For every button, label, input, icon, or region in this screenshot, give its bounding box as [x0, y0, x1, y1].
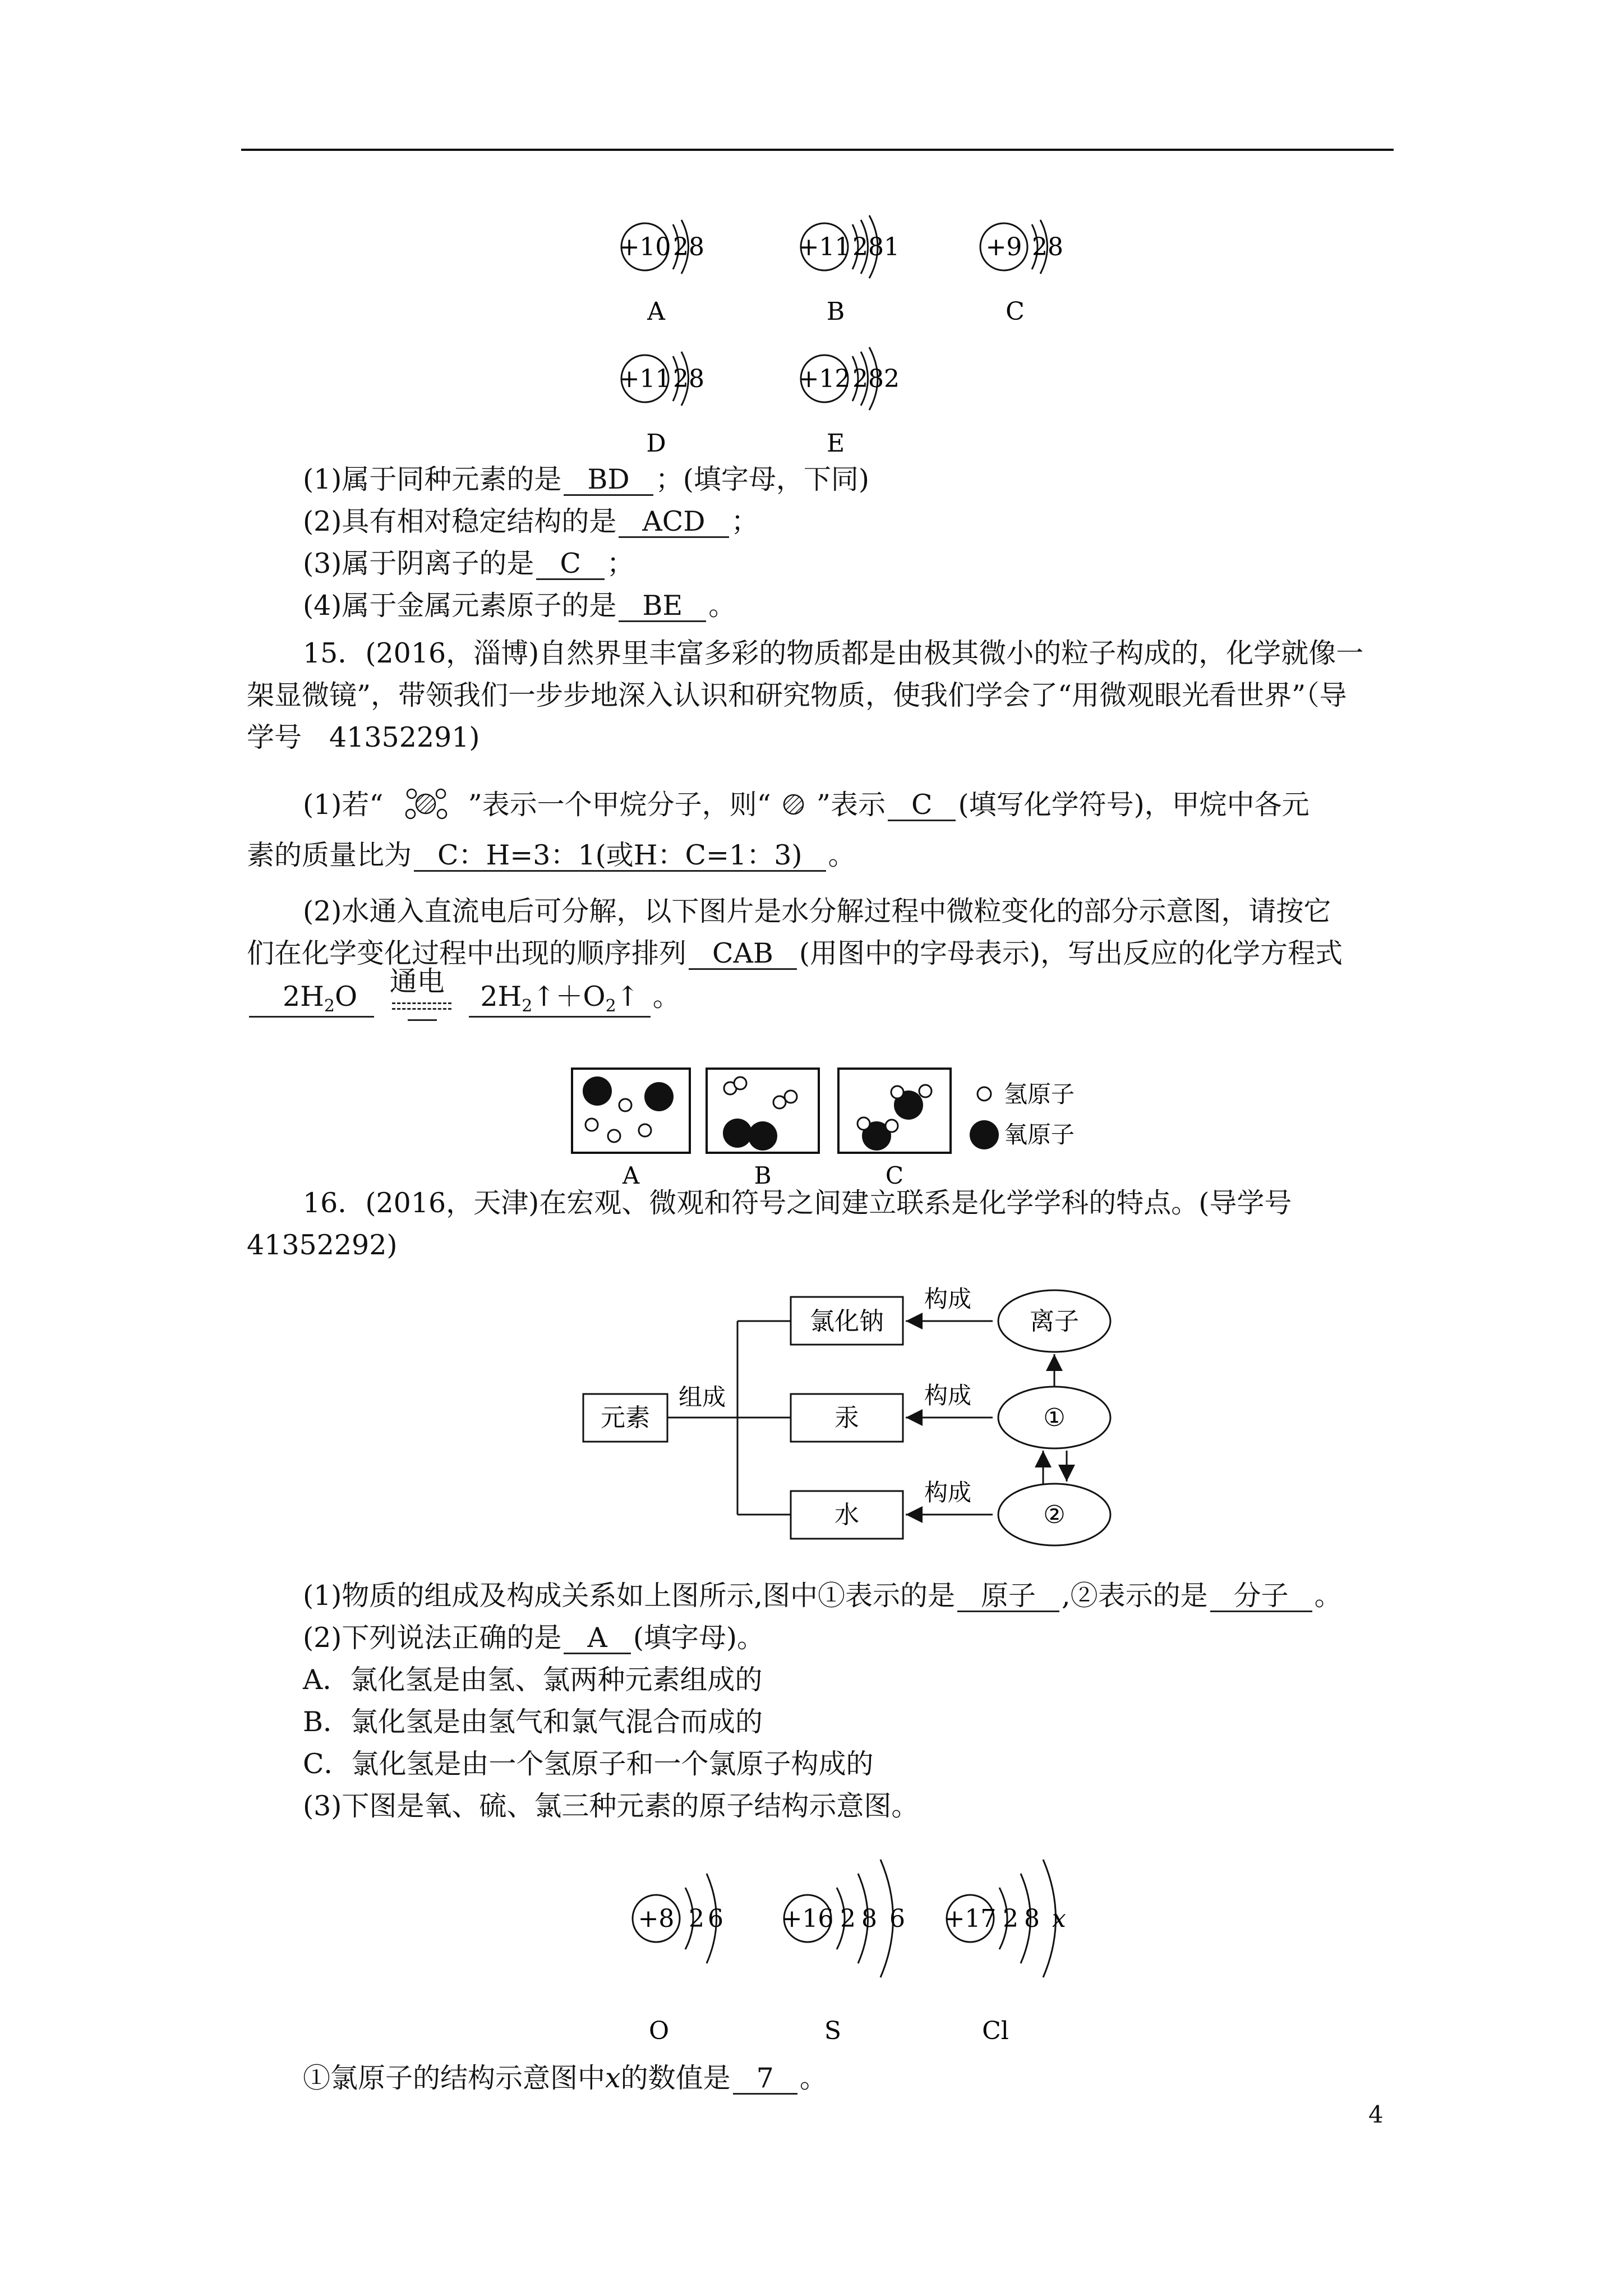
svg-text:+11: +11 [619, 365, 671, 393]
equation-left: $2H_2O$ [249, 983, 374, 1018]
q14-part2-after: ； [731, 505, 759, 537]
atom-diagram-b [799, 215, 900, 326]
q16-part2-answer: A [564, 1624, 630, 1654]
q15-part1-line1 [303, 788, 1310, 821]
svg-text:氢原子: 氢原子 [1004, 1080, 1075, 1108]
substance-nacl [791, 1297, 903, 1345]
equation-period: 。 [652, 981, 680, 1013]
q16-option-a: A．氯化氢是由氢、氯两种元素组成的 [303, 1664, 763, 1696]
atom-diagram-d [619, 352, 704, 458]
svg-text:氧原子: 氧原子 [1004, 1121, 1075, 1148]
composition-diagram [578, 1285, 1127, 1554]
q16-part1-c: 。 [1314, 1580, 1342, 1612]
q14-part4-text: (4)属于金属元素原子的是 [303, 590, 617, 622]
q16-part1-answer1: 原子 [957, 1582, 1059, 1612]
water-decomposition-figure [566, 1063, 1155, 1192]
methane-molecule-icon [392, 788, 459, 820]
svg-text:E: E [826, 429, 845, 458]
svg-text:8: 8 [861, 1904, 877, 1933]
svg-text:C: C [885, 1162, 904, 1189]
q16-part1-b: ,②表示的是 [1062, 1580, 1208, 1612]
q16-sub1-b: 的数值是 [620, 2062, 731, 2094]
q14-part1-text: (1)属于同种元素的是 [303, 463, 562, 495]
svg-text:S: S [824, 2017, 842, 2045]
q16-sub1 [303, 2064, 827, 2095]
equation-right: $2H_2↑+O_2↑$ [469, 983, 650, 1018]
q16-part2-a: (2)下列说法正确的是 [303, 1622, 562, 1654]
svg-text:B: B [826, 297, 845, 326]
svg-text:A: A [622, 1162, 640, 1189]
q16-sub1-x: x [605, 2062, 621, 2094]
legend [970, 1080, 1075, 1149]
svg-text:B: B [754, 1162, 772, 1189]
q15-line3: 学号 41352291) [247, 721, 480, 753]
q14-part2 [303, 505, 759, 538]
svg-text:②: ② [1043, 1501, 1066, 1529]
atom-diagram-c [980, 220, 1063, 326]
svg-text:氯化钠: 氯化钠 [810, 1307, 884, 1336]
atom-diagram-e [799, 347, 900, 458]
svg-text:构成: 构成 [924, 1285, 972, 1313]
q14-part3-answer: C [536, 550, 605, 580]
q15-part1-a: (1)若“ [303, 789, 384, 821]
particle-ion [998, 1290, 1110, 1352]
svg-text:汞: 汞 [834, 1404, 859, 1432]
svg-text:6: 6 [708, 1904, 723, 1933]
q15-part2-line1: (2)水通入直流电后可分解，以下图片是水分解过程中微粒变化的部分示意图，请按它 [303, 895, 1331, 927]
svg-text:+8: +8 [638, 1904, 675, 1933]
q15-part1-b: ”表示一个甲烷分子，则“ [468, 789, 771, 821]
q16-option-c: C．氯化氢是由一个氢原子和一个氯原子构成的 [303, 1748, 874, 1780]
svg-text:281: 281 [852, 233, 900, 261]
atom-structure-figure-top [611, 213, 1105, 460]
svg-text:2: 2 [1003, 1904, 1018, 1933]
carbon-atom-icon [780, 790, 808, 818]
q15-part1-c: ”表示 [816, 789, 886, 821]
atom-structure-figure-bottom [623, 1851, 1094, 2053]
q16-line2: 41352292) [247, 1229, 398, 1261]
q16-part2-b: (填字母)。 [633, 1622, 765, 1654]
svg-text:28: 28 [673, 365, 704, 393]
atom-cl [944, 1860, 1066, 2045]
header-rule [241, 149, 1394, 151]
svg-text:8: 8 [1024, 1904, 1040, 1933]
svg-text:O: O [648, 2017, 670, 2045]
q15-part2-answer: CAB [689, 940, 797, 970]
box-c [838, 1069, 951, 1189]
svg-text:Cl: Cl [982, 2017, 1009, 2045]
q14-part3-text: (3)属于阴离子的是 [303, 547, 534, 579]
svg-text:C: C [1006, 297, 1025, 326]
svg-text:A: A [647, 297, 665, 326]
svg-text:28: 28 [673, 233, 704, 261]
box-b [707, 1069, 819, 1189]
svg-text:2: 2 [840, 1904, 856, 1933]
q15-part1-line2 [247, 841, 856, 872]
equation-condition: 通电 [385, 979, 458, 1013]
svg-text:离子: 离子 [1030, 1307, 1079, 1336]
svg-text:+16: +16 [781, 1904, 834, 1933]
q14-part1-after: ；(填字母，下同) [655, 463, 869, 495]
atom-s [782, 1860, 905, 2045]
q16-part1 [303, 1582, 1342, 1612]
svg-text:+11: +11 [798, 233, 851, 261]
q16-part1-answer2: 分子 [1210, 1582, 1312, 1612]
q14-part1-answer: BD [564, 466, 653, 496]
q14-part4-after: 。 [708, 590, 736, 622]
svg-text:元素: 元素 [601, 1404, 650, 1432]
q15-part1-d: (填写化学符号)，甲烷中各元 [958, 789, 1310, 821]
particle-2 [998, 1484, 1110, 1545]
q14-part2-answer: ACD [619, 508, 728, 538]
svg-text:+9: +9 [985, 233, 1022, 261]
svg-text:构成: 构成 [924, 1382, 972, 1409]
svg-text:①: ① [1043, 1404, 1066, 1432]
svg-text:2: 2 [689, 1904, 704, 1933]
svg-text:+17: +17 [944, 1904, 997, 1933]
q16-line1: 16．(2016，天津)在宏观、微观和符号之间建立联系是化学学科的特点。(导学号 [303, 1187, 1292, 1219]
q15-line2: 架显微镜”，带领我们一步步地深入认识和研究物质，使我们学会了“用微观眼光看世界”（导 [247, 679, 1347, 711]
q15-part2-text-b: (用图中的字母表示)，写出反应的化学方程式 [799, 937, 1343, 969]
page-number: 4 [1368, 2101, 1384, 2128]
svg-text:x: x [1052, 1904, 1066, 1933]
atom-diagram-a [619, 220, 704, 326]
element-box [583, 1394, 667, 1442]
atom-o [633, 1874, 723, 2045]
svg-text:28: 28 [1032, 233, 1063, 261]
q14-part3 [303, 547, 634, 580]
q14-part4 [303, 592, 736, 622]
q15-part1-f: 。 [828, 839, 856, 871]
box-a [572, 1069, 690, 1189]
substance-hg [791, 1394, 903, 1442]
q14-part2-text: (2)具有相对稳定结构的是 [303, 505, 617, 537]
q14-part1 [303, 463, 869, 496]
svg-text:D: D [646, 429, 666, 458]
substance-water [791, 1491, 903, 1539]
q16-part1-a: (1)物质的组成及构成关系如上图所示,图中①表示的是 [303, 1580, 955, 1612]
q16-sub1-answer: 7 [733, 2064, 797, 2095]
svg-text:水: 水 [834, 1501, 859, 1529]
q16-part3: (3)下图是氧、硫、氯三种元素的原子结构示意图。 [303, 1790, 919, 1822]
q14-part4-answer: BE [619, 592, 706, 622]
svg-text:+10: +10 [619, 233, 671, 261]
svg-text:构成: 构成 [924, 1479, 972, 1506]
particle-1 [998, 1387, 1110, 1448]
q15-part1-e: 素的质量比为 [247, 839, 412, 871]
svg-text:282: 282 [852, 365, 900, 393]
svg-text:组成: 组成 [678, 1383, 726, 1411]
q16-sub1-a: ①氯原子的结构示意图中 [303, 2062, 606, 2094]
q16-part2 [303, 1624, 764, 1654]
svg-text:+12: +12 [798, 365, 851, 393]
q15-line1: 15．(2016，淄博)自然界里丰富多彩的物质都是由极其微小的粒子构成的，化学就像一 [303, 637, 1364, 669]
q15-part1-answer2: C：H=3：1(或H：C=1：3) [414, 841, 826, 872]
chemical-equation [247, 965, 680, 1041]
q14-part3-after: ； [606, 547, 634, 579]
q15-part2-text-a: 们在化学变化过程中出现的顺序排列 [247, 937, 687, 969]
q15-part1-answer: C [888, 791, 956, 821]
svg-text:6: 6 [889, 1904, 905, 1933]
q16-option-b: B．氯化氢是由氢气和氯气混合而成的 [303, 1706, 763, 1738]
q16-sub1-c: 。 [799, 2062, 827, 2094]
